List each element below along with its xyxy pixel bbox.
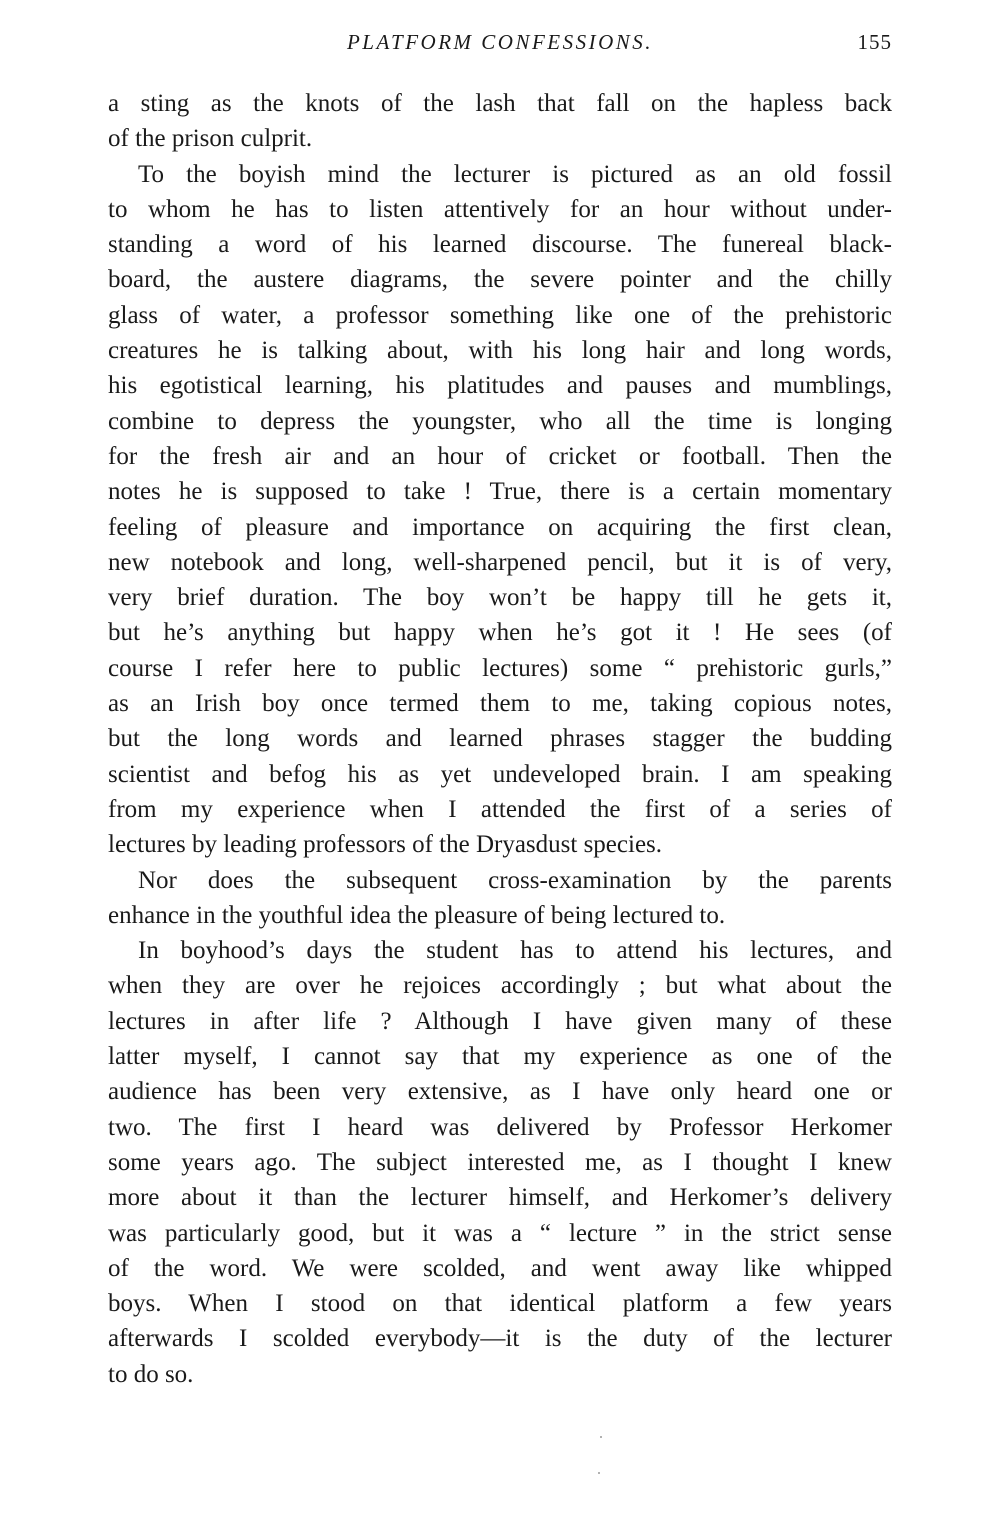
text-line: glass of water, a professor something like one of the prehistoric [108, 301, 892, 329]
text-line: feeling of pleasure and importance on acquiring the first clean, [108, 513, 892, 541]
text-line: afterwards I scolded everybody—it is the duty of the lecturer [108, 1325, 892, 1353]
text-line: of the prison culprit. [108, 125, 313, 153]
text-line: To the boyish mind the lecturer is pictured as an old fossil [138, 160, 892, 188]
running-head [108, 30, 892, 60]
running-title: PLATFORM CONFESSIONS. [346, 30, 654, 54]
text-line: more about it than the lecturer himself, and Herkomer’s delivery [108, 1184, 892, 1212]
page-number: 155 [857, 30, 892, 54]
scan-speck [598, 1472, 600, 1474]
text-line: latter myself, I cannot say that my experience as one of the [108, 1043, 892, 1071]
text-line: very brief duration. The boy won’t be happy till he gets it, [108, 584, 892, 612]
text-line: Nor does the subsequent cross-examination by the parents [138, 866, 892, 894]
body-text [108, 86, 892, 1392]
text-line: some years ago. The subject interested me, as I thought I knew [108, 1148, 892, 1176]
text-line: new notebook and long, well-sharpened pencil, but it is of very, [108, 548, 892, 576]
text-line: his egotistical learning, his platitudes and pauses and mumblings, [108, 372, 892, 400]
text-line: to whom he has to listen attentively for an hour without under- [108, 195, 892, 223]
text-line: but the long words and learned phrases stagger the budding [108, 725, 892, 753]
text-line: from my experience when I attended the first of a series of [108, 795, 892, 823]
text-line: but he’s anything but happy when he’s got it ! He sees (of [108, 619, 892, 647]
text-line: In boyhood’s days the student has to attend his lectures, and [138, 937, 892, 965]
scan-specks [598, 1436, 604, 1486]
text-line: when they are over he rejoices accordingly ; but what about the [108, 972, 892, 1000]
text-line: was particularly good, but it was a “ lecture ” in the strict sense [108, 1219, 892, 1247]
text-line: enhance in the youthful idea the pleasure of being lectured to. [108, 901, 726, 929]
text-line: combine to depress the youngster, who all the time is longing [108, 407, 892, 435]
text-line: audience has been very extensive, as I have only heard one or [108, 1078, 892, 1106]
text-line: as an Irish boy once termed them to me, taking copious notes, [108, 690, 892, 718]
text-line: of the word. We were scolded, and went away like whipped [108, 1254, 892, 1282]
text-line: standing a word of his learned discourse. The funereal black- [108, 231, 892, 259]
scan-speck [600, 1436, 602, 1438]
text-line: to do so. [108, 1360, 194, 1388]
text-line: for the fresh air and an hour of cricket or football. Then the [108, 442, 892, 470]
text-line: scientist and befog his as yet undeveloped brain. I am speaking [108, 760, 892, 788]
text-line: boys. When I stood on that identical platform a few years [108, 1290, 892, 1318]
text-line: lectures by leading professors of the Dryasdust species. [108, 831, 663, 859]
text-line: board, the austere diagrams, the severe pointer and the chilly [108, 266, 892, 294]
text-line: creatures he is talking about, with his long hair and long words, [108, 337, 892, 365]
text-line: notes he is supposed to take ! True, there is a certain momentary [108, 478, 892, 506]
text-line: course I refer here to public lectures) some “ prehistoric gurls,” [108, 654, 892, 682]
text-line: a sting as the knots of the lash that fall on the hapless back [108, 90, 892, 117]
text-line: lectures in after life ? Although I have given many of these [108, 1007, 892, 1035]
text-line: two. The first I heard was delivered by Professor Herkomer [108, 1113, 892, 1141]
